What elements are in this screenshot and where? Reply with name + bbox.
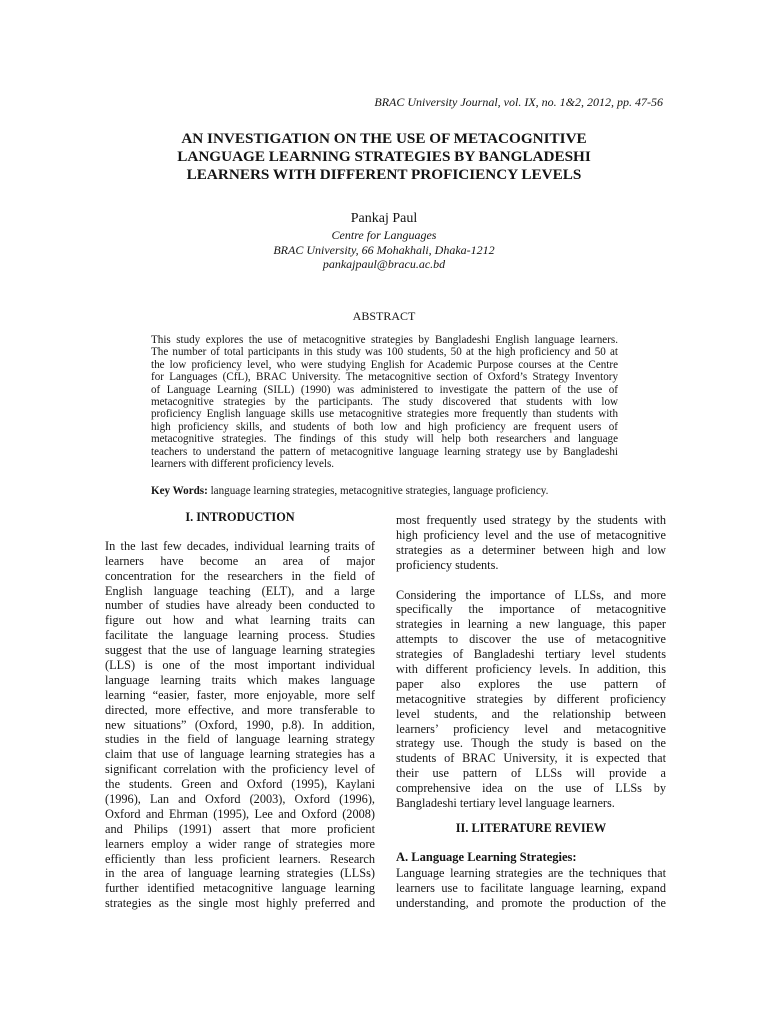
abstract-line: teachers to understand the pattern of metacognitive language learning strategy use by Bangladeshi [151, 445, 618, 458]
body-line: most frequently used strategy by the students with [396, 513, 666, 527]
intro-line: (1996), Lan and Oxford (2003), Oxford (1996), [105, 792, 375, 807]
body-line: specifically the importance of metacognitive [396, 602, 666, 617]
intro-line: In the last few decades, individual learning traits of [105, 538, 375, 553]
subsection-heading: A. Language Learning Strategies: [396, 849, 577, 864]
body-line: learners use to facilitate language learning, expand [396, 880, 666, 895]
right-column [396, 513, 666, 910]
abstract-line: metacognitive strategies by the participants. The study discovered that students with low [151, 395, 618, 408]
body-line: learners’ proficiency level and metacognitive [396, 721, 666, 736]
abstract-line: The number of total participants in this study was 100 students, 50 at the high proficiency and 50 at [151, 346, 618, 359]
body-line: strategies in learning a new language, this paper [396, 617, 666, 632]
body-line: level students, and the relationship between [396, 706, 666, 721]
body-line: Bangladeshi tertiary level language learners. [396, 796, 615, 811]
abstract-line: the low proficiency level, who were studying English for Academic Purpose courses at the Centre [151, 358, 618, 371]
body-line: attempts to discover the use of metacognitive [396, 632, 666, 647]
paper-title [120, 130, 648, 184]
body-line: students of BRAC University, it is expected that [396, 751, 666, 766]
literature-review-heading: II. LITERATURE REVIEW [455, 820, 607, 835]
author-email[interactable]: pankajpaul@bracu.ac.bd [322, 257, 446, 271]
intro-line: language learning traits which makes language [105, 672, 375, 687]
title-line: LEARNERS WITH DIFFERENT PROFICIENCY LEVELS [186, 166, 582, 183]
intro-line: further identified metacognitive language learning [105, 881, 375, 896]
journal-citation: BRAC University Journal, vol. IX, no. 1&2, 2012, pp. 47-56 [374, 95, 663, 109]
abstract-line: for Languages (CfL), BRAC University. The metacognitive section of Oxford’s Strategy Inventory [151, 371, 618, 384]
body-line: Considering the importance of LLSs, and more [396, 587, 666, 602]
body-line: strategy use. Though the study is based on the [396, 736, 666, 751]
intro-line: concentration for the researchers in the field of [105, 568, 375, 583]
abstract-line: of Language Learning (SILL) (1990) was administered to investigate the pattern of the use of [151, 383, 618, 396]
intro-line: significant correlation with the proficiency level of [105, 762, 375, 777]
body-line: high proficiency level and the use of metacognitive [396, 527, 666, 542]
intro-line: learning “easier, faster, more enjoyable, more self [105, 687, 375, 702]
intro-line: studies in the field of language learning strategy [105, 732, 375, 747]
body-line: comprehensive idea on the use of LLSs by [396, 781, 666, 796]
intro-line: strategies as the single most highly preferred and [105, 896, 375, 911]
abstract-heading: ABSTRACT [352, 309, 416, 323]
intro-line: the students. Green and Oxford (1995), Kaylani [105, 777, 375, 792]
keywords [151, 485, 618, 498]
keywords-text: language learning strategies, metacognitive strategies, language proficiency. [210, 485, 549, 497]
intro-line: figure out how and what learning traits can [105, 613, 375, 628]
left-column [105, 510, 375, 911]
abstract-line: high proficiency skills, and students of both low and high proficiency are frequent users of [151, 420, 618, 433]
abstract-line: metacognitive strategies. The findings of this study will help both researchers and language [151, 433, 618, 446]
body-line: proficiency students. [396, 557, 499, 572]
body-line: paper also explores the use pattern of [396, 676, 666, 691]
intro-line: in the area of language learning strategies (LLSs) [105, 866, 375, 881]
body-line: strategies as a determiner between high and low [396, 542, 666, 557]
abstract-body [151, 334, 618, 470]
title-line: AN INVESTIGATION ON THE USE OF METACOGNITIVE [181, 130, 587, 147]
intro-line: efficiently than less proficient learners. Research [105, 851, 375, 866]
intro-line: learners employ a wider range of strategies more [105, 836, 375, 851]
body-line: understanding, and promote the production of the [396, 895, 666, 910]
intro-line: Oxford and Ehrman (1995), Lee and Oxford (2008) [105, 806, 375, 821]
affiliation-address: BRAC University, 66 Mohakhali, Dhaka-1212 [273, 242, 495, 257]
intro-line: and Philips (1991) assert that more proficient [105, 821, 375, 836]
affiliation-dept: Centre for Languages [331, 228, 437, 242]
intro-line: (LLS) is one of the most important individual [105, 658, 375, 673]
intro-line: directed, more effective, and more transferable to [105, 702, 375, 717]
body-line: metacognitive strategies by different proficiency [396, 691, 666, 706]
intro-line: new situations” (Oxford, 1990, p.8). In addition, [105, 717, 375, 732]
intro-line: suggest that the use of language learning strategies [105, 643, 375, 658]
abstract-line: This study explores the use of metacognitive strategies by Bangladeshi English language learners. [151, 334, 618, 346]
keywords-label: Key Words: [151, 485, 208, 497]
body-line: Language learning strategies are the techniques that [396, 865, 666, 880]
body-line: strategies of Bangladeshi tertiary level students [396, 647, 666, 662]
title-line: LANGUAGE LEARNING STRATEGIES BY BANGLADESHI [177, 148, 591, 165]
intro-line: number of studies have already been conducted to [105, 598, 375, 613]
intro-line: facilitate the language learning process. Studies [105, 628, 375, 643]
intro-line: English language teaching (ELT), and a large [105, 583, 375, 598]
body-line: their use pattern of LLSs will provide a [396, 766, 666, 781]
author-affiliation [0, 228, 768, 272]
abstract-line: learners with different proficiency levels. [151, 457, 335, 470]
author-name: Pankaj Paul [350, 211, 418, 226]
body-line: with different proficiency levels. In addition, this [396, 662, 666, 677]
abstract-line: proficiency English language skills use metacognitive strategies more frequently than students with [151, 408, 618, 421]
intro-line: learners have become an area of major [105, 553, 375, 568]
intro-line: claim that use of language learning strategies has a [105, 747, 375, 762]
intro-heading: I. INTRODUCTION [185, 510, 295, 524]
